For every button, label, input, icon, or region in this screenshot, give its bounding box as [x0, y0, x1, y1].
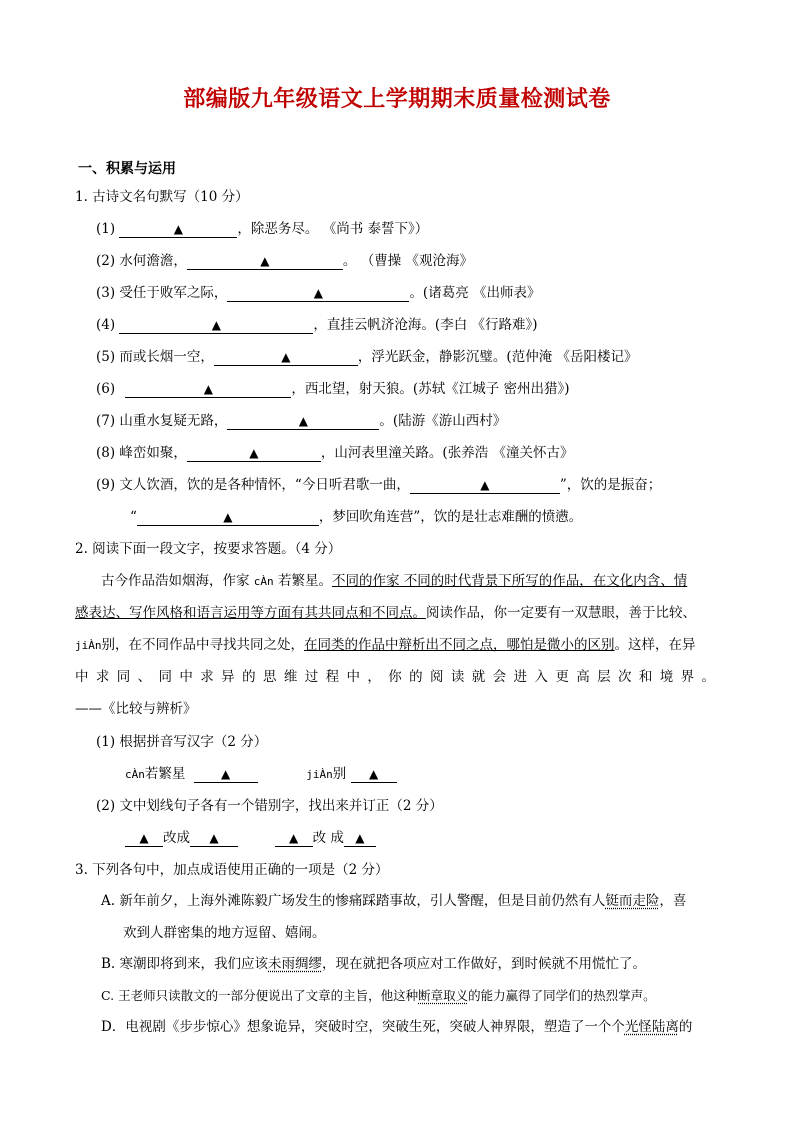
q2-sub1-answers: cÀn若繁星 ▲ jiÀn别 ▲: [125, 765, 397, 784]
q2-stem: 2. 阅读下面一段文字，按要求答题。（4 分）: [75, 541, 342, 557]
answer-blank[interactable]: ▲: [119, 221, 237, 238]
page-title: 部编版九年级语文上学期期末质量检测试卷: [183, 87, 611, 112]
answer-blank[interactable]: ▲: [227, 285, 409, 302]
answer-blank[interactable]: ▲: [227, 413, 379, 430]
section-heading: 一、积累与运用: [78, 161, 176, 177]
q1-item-7: (7) 山重水复疑无路， ▲ 。(陆游《游山西村》: [96, 413, 507, 429]
answer-blank[interactable]: ▲: [344, 830, 376, 847]
answer-blank[interactable]: ▲: [410, 477, 560, 494]
q2-sub1: (1) 根据拼音写汉字（2 分）: [96, 734, 268, 750]
passage-line: jiÀn别，在不同作品中寻找共同之处，在同类的作品中辩析出不同之点，哪怕是微小的区别。这样，在异: [75, 637, 696, 653]
q1-item-4: (4) ▲ ，直挂云帆济沧海。(李白 《行路难》): [96, 317, 538, 333]
answer-blank[interactable]: ▲: [190, 830, 238, 847]
q1-stem: 1. 古诗文名句默写（10 分）: [75, 189, 249, 205]
answer-blank[interactable]: ▲: [275, 830, 313, 847]
q2-sub2-answers: ▲ 改成 ▲ ▲ 改 成 ▲: [125, 829, 376, 847]
answer-blank[interactable]: ▲: [194, 766, 258, 783]
answer-blank[interactable]: ▲: [125, 830, 163, 847]
item-number: (1): [96, 221, 116, 237]
q3-option-d[interactable]: D．电视剧《步步惊心》想象诡异，突破时空，突破生死，突破人神界限，塑造了一个个光怪陆离的: [101, 1019, 693, 1035]
answer-blank[interactable]: ▲: [125, 381, 291, 398]
answer-blank[interactable]: ▲: [187, 253, 343, 270]
q1-item-6: (6) ▲ ，西北望，射天狼。(苏轼《江城子 密州出猎》): [96, 381, 570, 397]
q3-option-a-cont: 欢到人群密集的地方逗留、嬉闹。: [123, 925, 326, 941]
q3-option-a[interactable]: A. 新年前夕，上海外滩陈毅广场发生的惨痛踩踏事故，引人警醒，但是目前仍然有人铤而走险，喜: [101, 893, 687, 909]
passage-line: 中求同、同中求异的思维过程中，你的阅读就会进入更高层次和境界。: [75, 669, 715, 685]
answer-blank[interactable]: ▲: [351, 766, 397, 783]
q1-item-5: (5) 而或长烟一空， ▲ ，浮光跃金，静影沉璧。(范仲淹 《岳阳楼记》: [96, 349, 638, 365]
passage-source: ——《比较与辨析》: [75, 701, 197, 717]
answer-blank[interactable]: ▲: [137, 509, 319, 526]
answer-blank[interactable]: ▲: [119, 317, 313, 334]
passage-line: 古今作品浩如烟海，作家 cÀn 若繁星。不同的作家 不同的时代背景下所写的作品，在文化内含、情: [101, 573, 688, 589]
q1-item-8: (8) 峰峦如聚， ▲ ，山河表里潼关路。(张养浩 《潼关怀古》: [96, 445, 574, 461]
q3-option-c[interactable]: C. 王老师只读散文的一部分便说出了文章的主旨，他这种断章取义的能力赢得了同学们的热烈掌声。: [101, 988, 656, 1003]
q1-item-9: (9) 文人饮酒，饮的是各种情怀，“今日听君歌一曲， ▲ ”，饮的是振奋；: [96, 477, 662, 493]
answer-blank[interactable]: ▲: [214, 349, 358, 366]
q2-sub2: (2) 文中划线句子各有一个错别字，找出来并订正（2 分）: [96, 798, 443, 814]
q1-item-1: (1) ▲ ，除恶务尽。 《尚书 泰誓下》）: [96, 221, 429, 237]
q3-option-b[interactable]: B. 寒潮即将到来，我们应该未雨绸缪，现在就把各项应对工作做好，到时候就不用慌忙了。: [101, 956, 647, 972]
passage-line: 感表达、写作风格和语言运用等方面有其共同点和不同点。阅读作品，你一定要有一双慧眼，善于比较、: [75, 605, 696, 621]
q1-item-2: (2) 水何澹澹， ▲ 。 （曹操 《观沧海》: [96, 253, 474, 269]
q3-stem: 3. 下列各句中，加点成语使用正确的一项是（2 分）: [75, 862, 389, 878]
q1-item-3: (3) 受任于败军之际， ▲ 。(诸葛亮 《出师表》: [96, 285, 541, 301]
q1-item-9-line2: “ ▲ ，梦回吹角连营”，饮的是壮志难酬的愤懑。: [130, 509, 583, 525]
answer-blank[interactable]: ▲: [187, 445, 321, 462]
